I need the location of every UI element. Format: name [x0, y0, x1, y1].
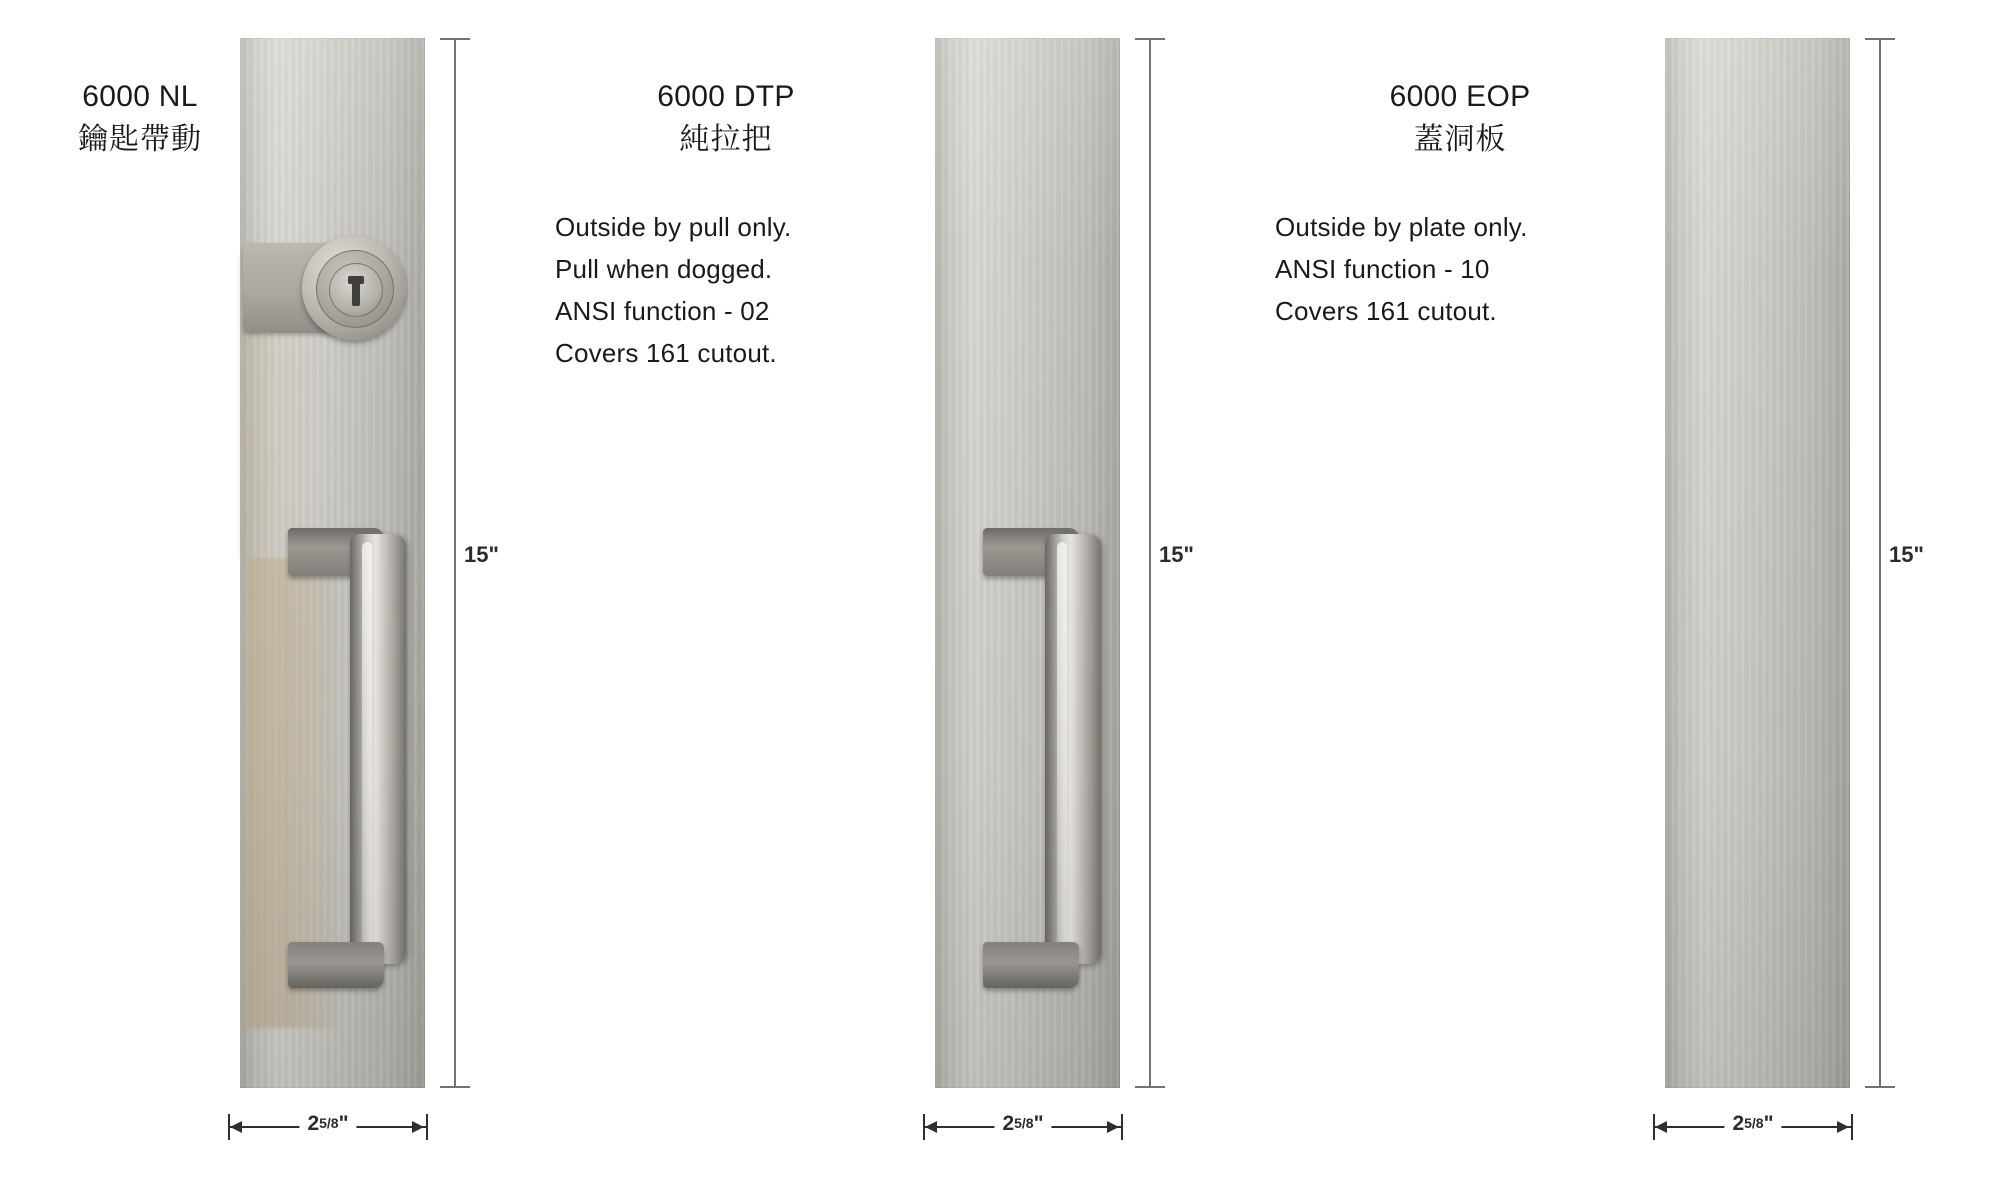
spec-line: Covers 161 cutout.	[1275, 296, 1497, 327]
cylinder-ring	[316, 250, 394, 328]
height-dimension-label: 15"	[1157, 538, 1196, 572]
pull-handle	[288, 528, 416, 988]
product-image	[935, 38, 1120, 1088]
keyway-icon	[352, 276, 360, 306]
width-dimension	[1653, 1110, 1853, 1150]
pull-bar	[1045, 534, 1101, 964]
cylinder-face	[329, 263, 383, 317]
product-card-6000-dtp	[545, 0, 1205, 1188]
product-spec-list	[555, 206, 915, 374]
product-spec-list	[1275, 206, 1655, 332]
pull-post-bottom	[983, 942, 1079, 988]
pull-post-bottom	[288, 942, 384, 988]
dimension-line-vertical	[454, 38, 456, 1088]
spec-line: Outside by plate only.	[1275, 211, 1528, 242]
width-dimension-label: 25/8"	[299, 1112, 356, 1136]
dimension-cap-bottom	[440, 1086, 470, 1088]
door-plate	[935, 38, 1120, 1088]
dimension-cap-bottom	[1865, 1086, 1895, 1088]
dimension-arrow-right-icon	[412, 1121, 424, 1133]
height-dimension-label: 15"	[1887, 538, 1926, 572]
spec-line: ANSI function - 02	[555, 296, 770, 327]
width-dimension-label: 25/8"	[994, 1112, 1051, 1136]
dimension-arrow-right-icon	[1107, 1121, 1119, 1133]
spec-line: ANSI function - 10	[1275, 254, 1490, 285]
product-code: 6000 DTP	[657, 80, 795, 113]
dimension-arrow-right-icon	[1837, 1121, 1849, 1133]
pull-bar-highlight	[1057, 542, 1067, 954]
door-plate	[1665, 38, 1850, 1088]
dimension-arrow-left-icon	[925, 1121, 937, 1133]
product-code: 6000 EOP	[1389, 80, 1531, 113]
height-dimension	[430, 38, 520, 1088]
product-text-block	[1275, 78, 1655, 332]
dimension-arrow-left-icon	[230, 1121, 242, 1133]
pull-bar-highlight	[362, 542, 372, 954]
height-dimension-label: 15"	[462, 538, 501, 572]
product-image	[240, 38, 425, 1088]
key-cylinder-icon	[302, 236, 406, 340]
height-dimension	[1855, 38, 1945, 1088]
spec-line: Pull when dogged.	[555, 254, 773, 285]
product-name-chinese: 鑰匙帶動	[78, 123, 202, 157]
product-name-chinese: 蓋洞板	[1413, 123, 1507, 157]
pull-handle	[983, 528, 1111, 988]
pull-bar	[350, 534, 406, 964]
dimension-cap-bottom	[1135, 1086, 1165, 1088]
product-image	[1665, 38, 1850, 1088]
dimension-line-vertical	[1149, 38, 1151, 1088]
dimension-arrow-left-icon	[1655, 1121, 1667, 1133]
dimension-line-vertical	[1879, 38, 1881, 1088]
spec-line: Outside by pull only.	[555, 211, 792, 242]
width-dimension	[228, 1110, 428, 1150]
product-name-chinese: 純拉把	[679, 123, 773, 157]
product-code: 6000 NL	[82, 80, 198, 113]
door-plate	[240, 38, 425, 1088]
product-text-block	[555, 78, 915, 374]
spec-line: Covers 161 cutout.	[555, 338, 777, 369]
product-card-6000-nl	[0, 0, 560, 1188]
width-dimension-label: 25/8"	[1724, 1112, 1781, 1136]
product-card-6000-eop	[1255, 0, 2015, 1188]
product-text-block	[40, 78, 240, 160]
height-dimension	[1125, 38, 1215, 1088]
width-dimension	[923, 1110, 1123, 1150]
